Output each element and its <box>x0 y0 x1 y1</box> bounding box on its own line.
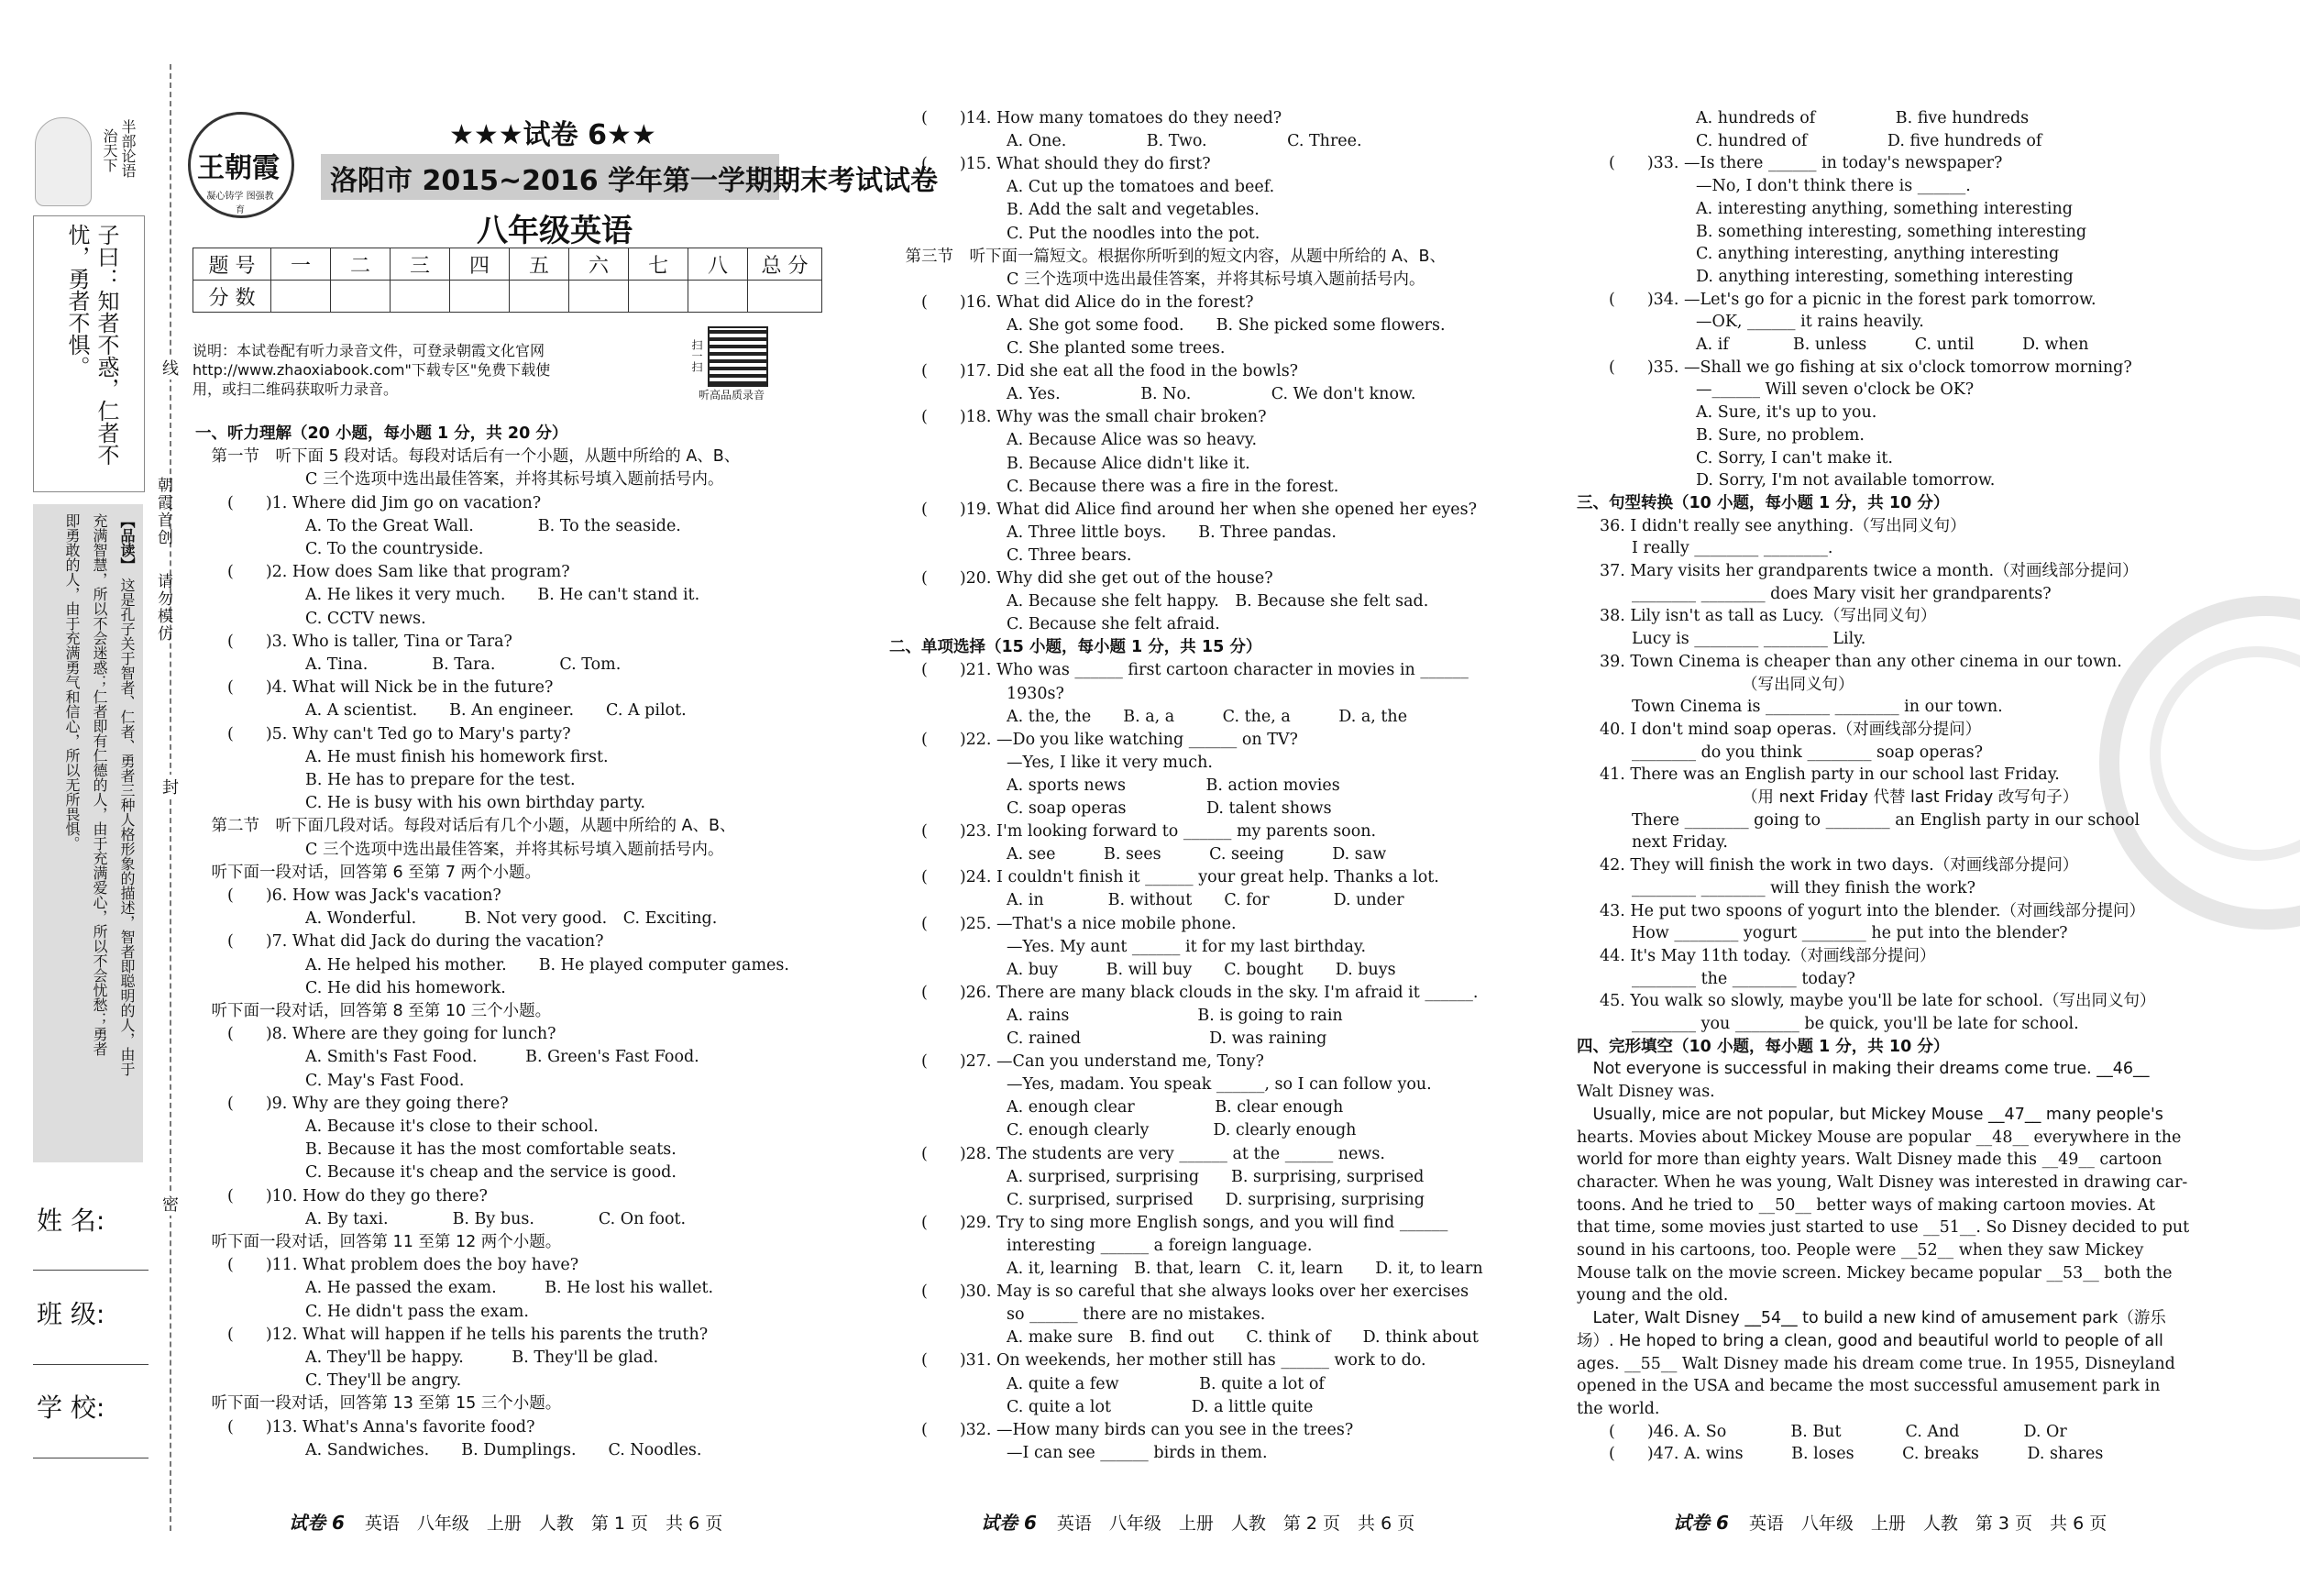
instruction-line: 用，或扫二维码获取听力录音。 <box>193 380 399 398</box>
volume-label: ★★★试卷 6★★ <box>449 119 656 151</box>
text-line: 45. You walk so slowly, maybe you'll be late for school.（写出同义句） <box>1600 992 2156 1011</box>
text-line: hearts. Movies about Mickey Mouse are popular __48__ everywhere in the <box>1577 1128 2182 1147</box>
question-line: ( )46. A. So B. But C. And D. Or <box>1609 1422 2067 1441</box>
confucius-icon <box>35 117 92 206</box>
text-line: A. see B. sees C. seeing D. saw <box>1007 845 1387 864</box>
text-line: How ________ yogurt ________ he put into the blender? <box>1632 924 2068 943</box>
text-line: A. She got some food. B. She picked some flowers. <box>1007 315 1446 335</box>
score-head-cell: 二 <box>331 248 391 281</box>
score-cell[interactable] <box>271 281 331 313</box>
text-line: A. Three little boys. B. Three pandas. <box>1007 523 1337 542</box>
text-line: 37. Mary visits her grandparents twice a month.（对画线部分提问） <box>1600 562 2139 580</box>
question-line: ( )31. On weekends, her mother still has ______ work to do. <box>921 1351 1426 1370</box>
text-line: character. When he was young, Walt Disney was interested in drawing car- <box>1577 1172 2188 1192</box>
text-line: —Yes, madam. You speak ______, so I can follow you. <box>1007 1075 1432 1095</box>
text-line: 第二节 听下面几段对话。每段对话后有几个小题，从题中所给的 A、B、 <box>195 817 736 836</box>
side-note-2: 请勿模仿 <box>154 573 172 643</box>
text-line: ________ the ________ today? <box>1632 969 1855 988</box>
class-label: 班 级: <box>37 1299 105 1329</box>
score-cell[interactable] <box>391 281 450 313</box>
text-line: A. rains B. is going to rain <box>1007 1006 1343 1025</box>
text-line: C 三个选项中选出最佳答案，并将其标号填入题前括号内。 <box>305 470 724 490</box>
question-line: ( )1. Where did Jim go on vacation? <box>227 493 542 512</box>
text-line: （用 next Friday 代替 last Friday 改写句子） <box>1742 788 2079 807</box>
score-value-row <box>193 281 822 313</box>
question-line: ( )23. I'm looking forward to ______ my parents soon. <box>921 822 1377 842</box>
text-line: toons. And he tried to __50__ better ways of making cartoon movies. At <box>1577 1195 2155 1215</box>
text-line: A. By taxi. B. By bus. C. On foot. <box>305 1209 687 1228</box>
text-line: 39. Town Cinema is cheaper than any other cinema in our town. <box>1600 652 2122 671</box>
text-line: Walt Disney was. <box>1577 1083 1715 1102</box>
text-line: Mouse talk on the movie screen. Mickey became popular __53__ both the <box>1577 1263 2173 1282</box>
text-line: C. To the countryside. <box>305 540 484 558</box>
question-line: ( )11. What problem does the boy have? <box>227 1256 579 1275</box>
text-line: A. buy B. will buy C. bought D. buys <box>1007 960 1396 979</box>
footer-text: 英语 八年级 上册 人教 第 1 页 共 6 页 <box>364 1513 723 1534</box>
text-line: 第一节 听下面 5 段对话。每段对话后有一个小题，从题中所给的 A、B、 <box>195 447 741 467</box>
text-line: A. Because it's close to their school. <box>305 1117 599 1136</box>
binding-strip <box>28 110 149 1513</box>
text-line: 38. Lily isn't as tall as Lucy.（写出同义句） <box>1600 607 1937 626</box>
text-line: C. hundred of D. five hundreds of <box>1696 131 2042 150</box>
text-line: world for more than eighty years. Walt Disney made this __49__ cartoon <box>1577 1150 2162 1170</box>
text-line: A. Sure, it's up to you. <box>1696 403 1877 423</box>
text-line: A. surprised, surprising B. surprising, surprised <box>1007 1167 1425 1186</box>
section-heading: 一、听力理解（20 小题，每小题 1 分，共 20 分） <box>195 424 568 443</box>
qr-caption: 听高品质录音 <box>699 389 765 402</box>
text-line: sound in his cartoons, too. People were __52__ when they saw Mickey <box>1577 1241 2144 1260</box>
text-line: 听下面一段对话，回答第 13 至第 15 三个小题。 <box>195 1394 562 1414</box>
question-line: ( )14. How many tomatoes do they need? <box>921 109 1282 127</box>
question-line: ( )35. —Shall we go fishing at six o'clock tomorrow morning? <box>1609 358 2132 377</box>
text-line: A. They'll be happy. B. They'll be glad. <box>305 1348 659 1367</box>
text-line: A. He must finish his homework first. <box>305 747 609 766</box>
pindu-line-1: 这是孔子关于智者、仁者、勇者三种人格形象的描述，智者即聪明的人，由于 <box>118 578 136 1076</box>
text-line: A. enough clear B. clear enough <box>1007 1098 1344 1117</box>
text-line: A. Yes. B. No. C. We don't know. <box>1007 385 1416 404</box>
text-line: Usually, mice are not popular, but Mickey Mouse __47__ many people's <box>1577 1105 2163 1124</box>
footer-text: 英语 八年级 上册 人教 第 2 页 共 6 页 <box>1056 1513 1415 1534</box>
text-line: There ________ going to ________ an English party in our school <box>1632 810 2140 830</box>
text-line: A. Smith's Fast Food. B. Green's Fast Food. <box>305 1048 699 1067</box>
text-line: Later, Walt Disney __54__ to build a new kind of amusement park（游乐 <box>1577 1309 2166 1328</box>
text-line: ________ you ________ be quick, you'll be late for school. <box>1632 1015 2079 1033</box>
text-line: B. Add the salt and vegetables. <box>1007 201 1260 220</box>
score-head-cell: 一 <box>271 248 331 281</box>
text-line: 41. There was an English party in our school last Friday. <box>1600 765 2060 785</box>
footer-page-3 <box>1673 1508 2107 1535</box>
question-line: ( )16. What did Alice do in the forest? <box>921 292 1254 312</box>
side-note-1: 朝霞首创 <box>154 477 172 546</box>
text-line: C. CCTV news. <box>305 609 426 628</box>
footer-tag: 试卷 6 <box>289 1512 345 1534</box>
text-line: ________ do you think ________ soap operas? <box>1632 743 1983 762</box>
text-line: Not everyone is successful in making their dreams come true. __46__ <box>1577 1060 2150 1079</box>
cut-mark-seal: 封 <box>157 775 184 798</box>
text-line: B. Because it has the most comfortable seats. <box>305 1140 677 1160</box>
text-line: C. She planted some trees. <box>1007 339 1226 358</box>
text-line: A. He helped his mother. B. He played computer games. <box>305 955 789 974</box>
instruction-line: 说明：本试卷配有听力录音文件，可登录朝霞文化官网 <box>193 342 545 359</box>
logo-text: 王朝霞 <box>197 152 280 184</box>
text-line: B. something interesting, something interesting <box>1696 222 2087 241</box>
logo-tagline: 凝心铸学 图强教育 <box>206 192 274 215</box>
score-cell[interactable] <box>569 281 629 313</box>
text-line: C. He did his homework. <box>305 978 506 997</box>
section-heading: 三、句型转换（10 小题，每小题 1 分，共 10 分） <box>1577 493 1950 512</box>
text-line: A. quite a few B. quite a lot of <box>1007 1374 1325 1393</box>
text-line: A. He likes it very much. B. He can't stand it. <box>305 586 700 605</box>
text-line: B. Sure, no problem. <box>1696 425 1865 445</box>
text-line: A. Cut up the tomatoes and beef. <box>1007 178 1275 197</box>
text-line: Town Cinema is ________ ________ in our town. <box>1632 698 2003 717</box>
text-line: C. anything interesting, anything interesting <box>1696 245 2060 264</box>
text-line: （写出同义句） <box>1742 675 1854 694</box>
question-line: ( )47. A. wins B. loses C. breaks D. shares <box>1609 1445 2104 1464</box>
question-line: ( )28. The students are very ______ at the ______ news. <box>921 1144 1385 1163</box>
question-line: ( )6. How was Jack's vacation? <box>227 886 501 905</box>
footer-text: 英语 八年级 上册 人教 第 3 页 共 6 页 <box>1748 1513 2107 1534</box>
section-heading: 四、完形填空（10 小题，每小题 1 分，共 10 分） <box>1577 1037 1950 1056</box>
question-line: ( )5. Why can't Ted go to Mary's party? <box>227 724 571 743</box>
question-line: ( )12. What will happen if he tells his parents the truth? <box>227 1325 709 1344</box>
text-line: interesting ______ a foreign language. <box>1007 1236 1313 1255</box>
question-line: ( )7. What did Jack do during the vacation? <box>227 932 604 952</box>
pindu-line-3: 即勇敢的人，由于充满勇气和信心，所以无所畏惧。 <box>63 513 81 851</box>
text-line: —Yes. My aunt ______ it for my last birthday. <box>1007 937 1367 956</box>
grade-title: 八年级英语 <box>477 213 633 249</box>
text-line: C. Because she felt afraid. <box>1007 615 1220 634</box>
text-line: A. He passed the exam. B. He lost his wallet. <box>305 1279 714 1298</box>
question-line: ( )9. Why are they going there? <box>227 1094 509 1113</box>
score-cell[interactable] <box>331 281 391 313</box>
score-cell[interactable] <box>629 281 688 313</box>
question-line: ( )13. What's Anna's favorite food? <box>227 1417 535 1436</box>
score-cell[interactable] <box>748 281 822 313</box>
text-line: C 三个选项中选出最佳答案，并将其标号填入题前括号内。 <box>305 840 724 859</box>
text-line: 42. They will finish the work in two days.（对画线部分提问） <box>1600 856 2079 875</box>
score-head-cell: 五 <box>510 248 569 281</box>
text-line: ages. __55__ Walt Disney made his dream come true. In 1955, Disneyland <box>1577 1354 2175 1373</box>
text-line: A. interesting anything, something interesting <box>1696 199 2073 218</box>
text-line: B. He has to prepare for the test. <box>305 771 576 789</box>
question-line: ( )15. What should they do first? <box>921 155 1211 174</box>
question-line: ( )2. How does Sam like that program? <box>227 563 570 582</box>
text-line: C. surprised, surprised D. surprising, surprising <box>1007 1190 1425 1209</box>
cut-mark-secret: 密 <box>157 1192 184 1216</box>
question-line: ( )26. There are many black clouds in the sky. I'm afraid it ______. <box>921 983 1479 1002</box>
text-line: ________ ________ will they finish the work? <box>1632 878 1976 897</box>
motto-box <box>33 215 145 492</box>
section-heading: 二、单项选择（15 小题，每小题 1 分，共 15 分） <box>889 638 1262 657</box>
name-label: 姓 名: <box>37 1205 105 1236</box>
text-line: C. Because it's cheap and the service is good. <box>305 1163 677 1183</box>
text-line: C. Three bears. <box>1007 545 1132 565</box>
text-line: so ______ there are no mistakes. <box>1007 1305 1266 1325</box>
score-header-row <box>193 248 822 281</box>
qr-code-icon[interactable] <box>708 326 768 387</box>
score-head-cell: 题 号 <box>193 248 271 281</box>
text-line: A. Tina. B. Tara. C. Tom. <box>305 655 622 674</box>
text-line: —I can see ______ birds in them. <box>1007 1443 1268 1462</box>
score-head-cell: 七 <box>629 248 688 281</box>
class-field[interactable] <box>33 1364 149 1365</box>
question-line: ( )27. —Can you understand me, Tony? <box>921 1052 1264 1072</box>
question-line: ( )22. —Do you like watching ______ on TV? <box>921 730 1298 749</box>
question-line: ( )21. Who was ______ first cartoon character in movies in ______ <box>921 661 1469 680</box>
score-cell[interactable] <box>450 281 510 313</box>
text-line: A. A scientist. B. An engineer. C. A pilot. <box>305 701 687 721</box>
text-line: C. rained D. was raining <box>1007 1029 1327 1048</box>
badge-text-2: 治天下 <box>101 128 118 172</box>
text-line: A. in B. without C. for D. under <box>1007 891 1404 910</box>
text-line: Lucy is ________ ________ Lily. <box>1632 630 1866 649</box>
text-line: A. sports news B. action movies <box>1007 776 1340 795</box>
instruction-line: http://www.zhaoxiabook.com"下载专区"免费下载使 <box>193 361 551 379</box>
text-line: 场）. He hoped to bring a clean, good and beautiful world to people of all <box>1577 1331 2163 1350</box>
text-line: A. Because Alice was so heavy. <box>1007 431 1258 450</box>
score-head-cell: 三 <box>391 248 450 281</box>
footer-page-2 <box>981 1508 1414 1535</box>
question-line: ( )4. What will Nick be in the future? <box>227 678 554 698</box>
cut-mark-line: 线 <box>157 356 184 380</box>
footer-page-1 <box>289 1508 722 1535</box>
text-line: A. if B. unless C. until D. when <box>1696 336 2089 354</box>
text-line: C. enough clearly D. clearly enough <box>1007 1121 1357 1140</box>
text-line: A. To the Great Wall. B. To the seaside. <box>305 516 681 535</box>
text-line: C. Because there was a fire in the forest. <box>1007 477 1339 496</box>
text-line: C. He didn't pass the exam. <box>305 1302 529 1321</box>
text-line: —______ Will seven o'clock be OK? <box>1696 380 1975 400</box>
text-line: D. anything interesting, something interesting <box>1696 267 2074 286</box>
name-field[interactable] <box>33 1270 149 1271</box>
text-line: 听下面一段对话，回答第 8 至第 10 三个小题。 <box>195 1002 552 1020</box>
question-line: ( )25. —That's a nice mobile phone. <box>921 914 1237 933</box>
question-line: ( )20. Why did she get out of the house? <box>921 569 1273 588</box>
question-line: ( )29. Try to sing more English songs, and you will find ______ <box>921 1213 1448 1232</box>
text-line: the world. <box>1577 1399 1660 1418</box>
pindu-title: 【品读】 <box>118 513 136 572</box>
footer-tag: 试卷 6 <box>1673 1512 1729 1534</box>
text-line: C. They'll be angry. <box>305 1371 462 1391</box>
footer-tag: 试卷 6 <box>981 1512 1037 1534</box>
text-line: —No, I don't think there is ______. <box>1696 177 1971 196</box>
text-line: C. May's Fast Food. <box>305 1071 465 1090</box>
text-line: 40. I don't mind soap operas.（对画线部分提问） <box>1600 720 1982 739</box>
score-table <box>193 248 822 313</box>
text-line: C. soap operas D. talent shows <box>1007 799 1332 818</box>
text-line: 听下面一段对话，回答第 6 至第 7 两个小题。 <box>195 863 542 882</box>
question-line: ( )3. Who is taller, Tina or Tara? <box>227 632 512 651</box>
text-line: A. Because she felt happy. B. Because she felt sad. <box>1007 592 1429 611</box>
text-line: C. Put the noodles into the pot. <box>1007 224 1260 243</box>
score-head-cell: 总 分 <box>748 248 822 281</box>
text-line: 听下面一段对话，回答第 11 至第 12 两个小题。 <box>195 1233 562 1251</box>
text-line: C. quite a lot D. a little quite <box>1007 1397 1314 1416</box>
text-line: C. He is busy with his own birthday party. <box>305 794 646 813</box>
text-line: ________ ________ does Mary visit her grandparents? <box>1632 584 2052 603</box>
score-head-cell: 四 <box>450 248 510 281</box>
question-line: ( )32. —How many birds can you see in the trees? <box>921 1420 1354 1439</box>
question-line: ( )33. —Is there ______ in today's newspaper? <box>1609 154 2003 173</box>
motto-line-2: 忧，勇者不惧。 <box>64 224 90 378</box>
text-line: —Yes, I like it very much. <box>1007 753 1213 772</box>
pindu-box <box>33 504 143 1162</box>
text-line: that time, some movies just started to use __51__. So Disney decided to put <box>1577 1218 2190 1238</box>
question-line: ( )30. May is so careful that she always looks over her exercises <box>921 1282 1469 1302</box>
question-line: ( )17. Did she eat all the food in the bowls? <box>921 362 1299 381</box>
text-line: C. Sorry, I can't make it. <box>1696 448 1893 468</box>
text-line: A. Wonderful. B. Not very good. C. Exciting. <box>305 909 718 929</box>
text-line: opened in the USA and became the most successful amusement park in <box>1577 1377 2161 1396</box>
motto-line-1: 子曰：知者不惑，仁者不 <box>94 224 119 466</box>
text-line: A. Sandwiches. B. Dumplings. C. Noodles. <box>305 1440 702 1459</box>
text-line: 第三节 听下面一篇短文。根据你所听到的短文内容，从题中所给的 A、B、 <box>889 247 1447 266</box>
text-line: 44. It's May 11th today.（对画线部分提问） <box>1600 946 1936 965</box>
text-line: A. the, the B. a, a C. the, a D. a, the <box>1007 707 1408 726</box>
question-line: ( )19. What did Alice find around her when she opened her eyes? <box>921 500 1477 519</box>
text-line: C 三个选项中选出最佳答案，并将其标号填入题前括号内。 <box>1007 270 1425 289</box>
text-line: —OK, ______ it rains heavily. <box>1696 313 1924 332</box>
text-line: young and the old. <box>1577 1286 1729 1305</box>
question-line: ( )24. I couldn't finish it ______ your great help. Thanks a lot. <box>921 868 1439 887</box>
text-line: A. make sure B. find out C. think of D. think about <box>1007 1328 1479 1348</box>
text-line: D. Sorry, I'm not available tomorrow. <box>1696 471 1996 490</box>
qr-side-text: 扫一扫 <box>690 339 703 372</box>
score-row-label: 分 数 <box>193 281 271 313</box>
exam-title: 洛阳市 2015~2016 学年第一学期期末考试试卷 <box>330 165 939 197</box>
pindu-line-2: 充满智慧，所以不会迷惑；仁者即有仁德的人，由于充满爱心，所以不会忧愁；勇者 <box>91 513 108 1056</box>
text-line: 1930s? <box>1007 684 1064 703</box>
score-head-cell: 六 <box>569 248 629 281</box>
score-cell[interactable] <box>510 281 569 313</box>
text-line: 43. He put two spoons of yogurt into the blender.（对画线部分提问） <box>1600 901 2145 920</box>
score-cell[interactable] <box>688 281 748 313</box>
text-line: A. One. B. Two. C. Three. <box>1007 132 1362 151</box>
text-line: I really ________ ________. <box>1632 539 1833 558</box>
question-line: ( )10. How do they go there? <box>227 1186 488 1205</box>
score-head-cell: 八 <box>688 248 748 281</box>
text-line: 36. I didn't really see anything.（写出同义句） <box>1600 516 1966 535</box>
text-line: B. Because Alice didn't like it. <box>1007 454 1250 473</box>
school-label: 学 校: <box>37 1392 105 1423</box>
question-line: ( )34. —Let's go for a picnic in the forest park tomorrow. <box>1609 290 2096 309</box>
text-line: A. it, learning B. that, learn C. it, learn D. it, to learn <box>1007 1260 1483 1278</box>
text-line: next Friday. <box>1632 833 1728 853</box>
text-line: A. hundreds of B. five hundreds <box>1696 109 2030 127</box>
question-line: ( )18. Why was the small chair broken? <box>921 408 1267 427</box>
badge-text: 半部论语 <box>119 119 137 178</box>
question-line: ( )8. Where are they going for lunch? <box>227 1025 556 1044</box>
instructions <box>193 341 695 399</box>
